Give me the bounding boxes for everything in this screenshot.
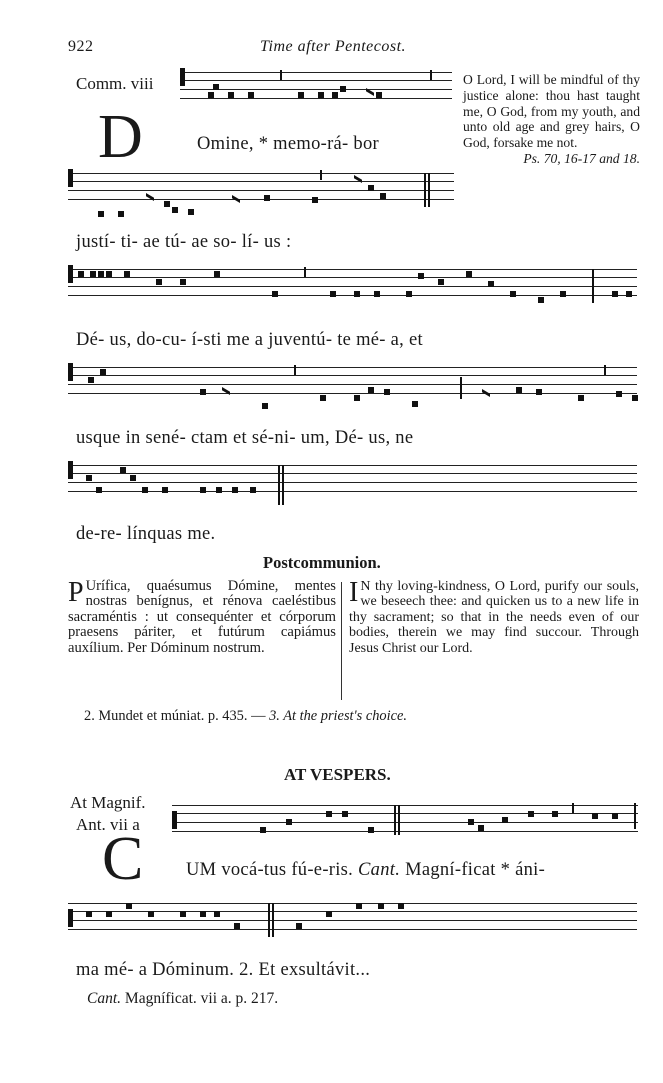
music-staff (172, 805, 638, 831)
postcommunion-heading: Postcommunion. (263, 553, 381, 572)
music-staff (68, 465, 637, 491)
note-mundet: 2. Mundet et múniat. p. 435. — (84, 708, 270, 724)
latin-text: Urífica, quaésumus Dómine, mentes nostras benígnus, et rénova caeléstibus sacraméntis : ut consequénter et córporum praesens páriter, et futúrum capiámus auxílium. Per Dóminum nostrum. (68, 578, 336, 656)
magnificat-incipit: Magní-ficat * áni- (400, 860, 546, 880)
antiphon-lyric-2: ma mé- a Dóminum. 2. Et exsultávit... (76, 960, 371, 980)
running-title: Time after Pentecost. (260, 38, 407, 55)
postcommunion-note (84, 708, 407, 725)
vespers-footer (87, 990, 278, 1008)
english-text: N thy loving-kindness, O Lord, purify our souls, we beseech thee: and quicken us to a new life in thy sacrament; so that in the needs even of our bodies, therein we may find succour. Through Jesus Christ our Lord. (349, 579, 639, 656)
communion-label: Comm. viii (76, 74, 154, 93)
music-staff (68, 173, 454, 199)
page-number: 922 (68, 38, 94, 55)
postcommunion-english (349, 579, 639, 656)
note-priest-choice: 3. At the priest's choice. (269, 708, 407, 724)
antiphon-lyric-1 (186, 860, 545, 881)
communion-lyric-3: Dé- us, do-cu- í-sti me a juventú- te mé- a, et (76, 330, 423, 350)
translation-text: O Lord, I will be mindful of thy justice alone: thou hast taught me, O God, from my youth, and unto old age and grey hairs, O God, forsake me not. (463, 72, 640, 151)
footer-cant: Cant. (87, 990, 122, 1007)
communion-initial: D (98, 103, 143, 171)
magnificat-label: At Magnif. (70, 793, 146, 812)
latin-drop-initial: P (68, 577, 84, 608)
english-drop-initial: I (349, 577, 359, 608)
psalm-reference: Ps. 70, 16-17 and 18. (523, 150, 640, 166)
antiphon-mode-label: Ant. vii a (76, 815, 140, 834)
communion-lyric-4: usque in sené- ctam et sé-ni- um, Dé- us, ne (76, 428, 414, 448)
cant-label: Cant. (358, 860, 401, 880)
column-divider (341, 582, 342, 700)
music-staff (68, 367, 637, 393)
music-staff (68, 903, 637, 929)
music-staff (68, 269, 637, 295)
communion-lyric-2: justí- ti- ae tú- ae so- lí- us : (76, 232, 292, 252)
vespers-heading: AT VESPERS. (284, 765, 391, 784)
antiphon-text: UM vocá-tus fú-e-ris. (186, 860, 359, 880)
music-staff (180, 72, 452, 98)
communion-translation (463, 72, 640, 167)
antiphon-initial: C (102, 825, 144, 893)
postcommunion-latin (68, 579, 336, 656)
communion-lyric-5: de-re- línquas me. (76, 524, 216, 544)
footer-magnificat-ref: Magníficat. vii a. p. 217. (121, 990, 279, 1007)
communion-lyric-1: Omine, * memo-rá- bor (197, 134, 379, 154)
